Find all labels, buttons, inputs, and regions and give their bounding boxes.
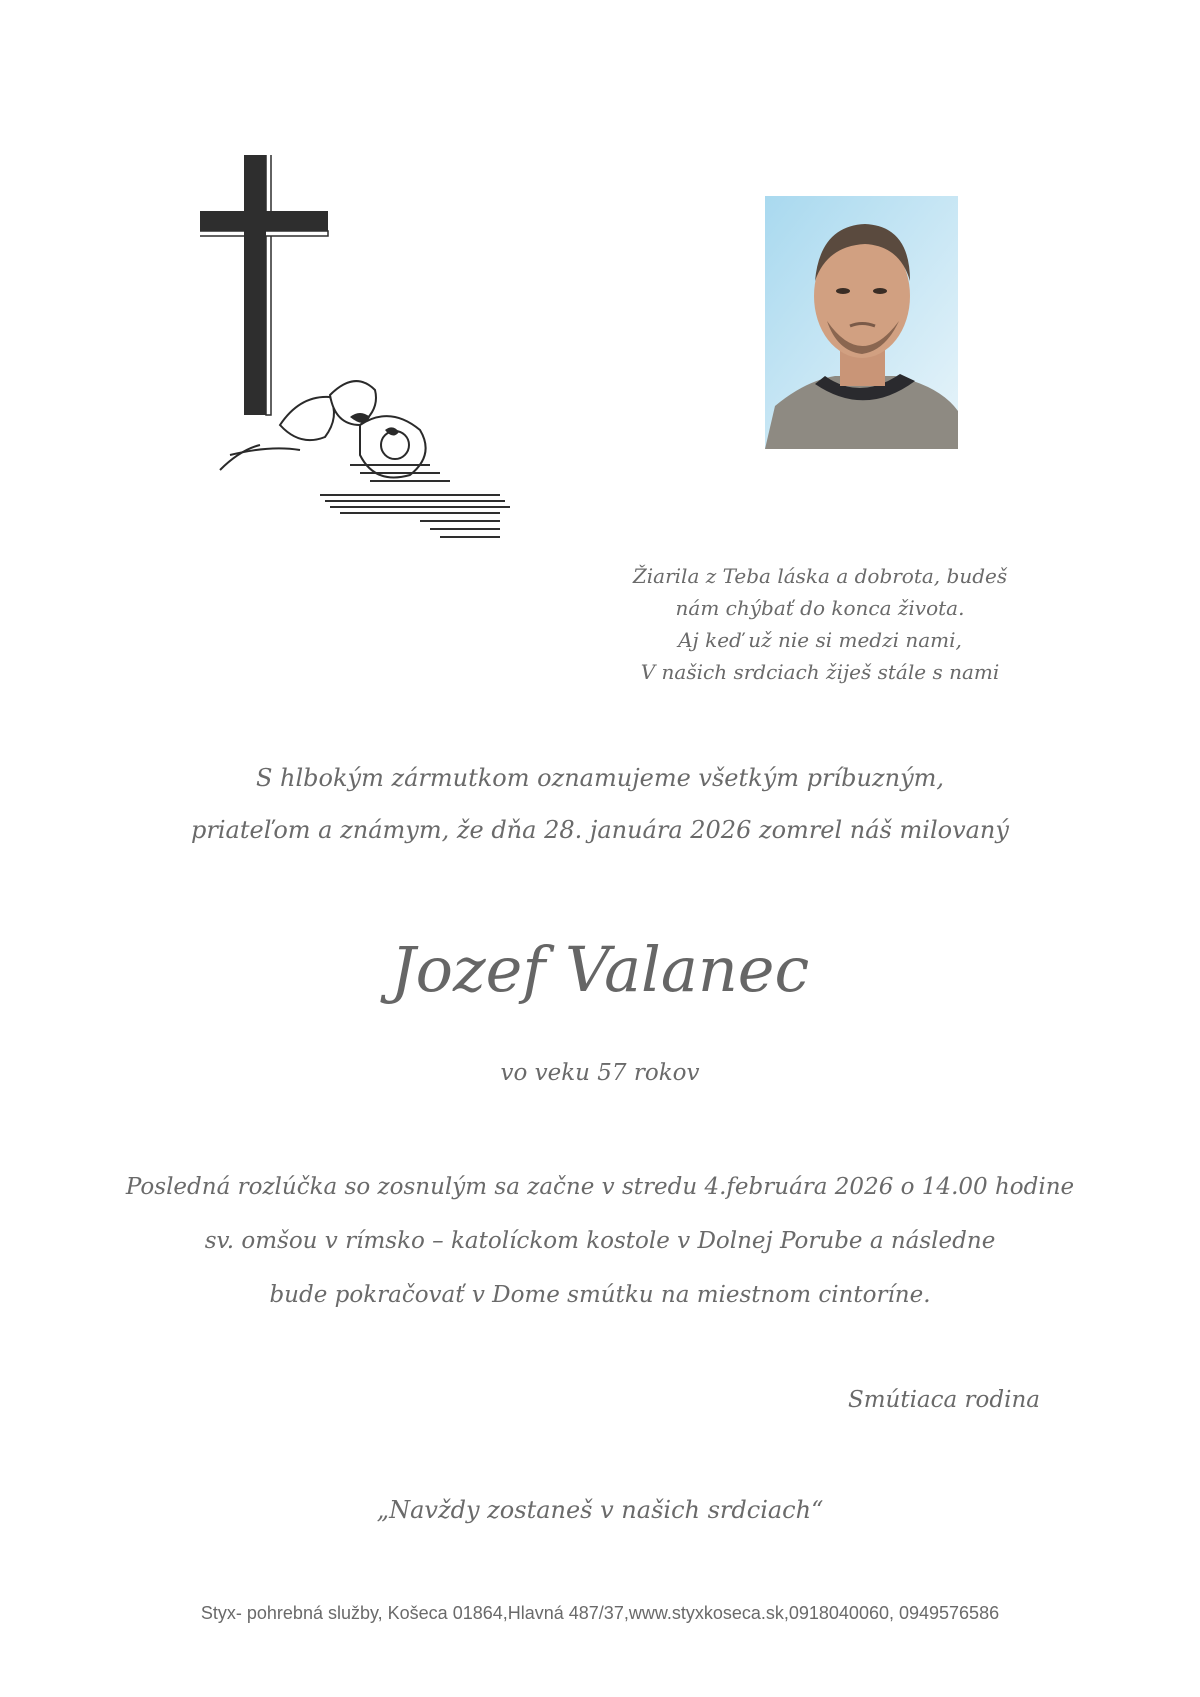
portrait-photo: [765, 196, 958, 449]
funeral-line: Posledná rozlúčka so zosnulým sa začne v stredu 4.februára 2026 o 14.00 hodine: [125, 1174, 1075, 1200]
deceased-name: Jozef Valanec: [390, 933, 810, 1006]
deceased-age: vo veku 57 rokov: [500, 1060, 700, 1086]
family-signature: Smútiaca rodina: [847, 1387, 1040, 1413]
funeral-details: [80, 1160, 1120, 1322]
poem-line: V našich srdciach žiješ stále s nami: [640, 660, 1000, 684]
funeral-line: sv. omšou v rímsko – katolíckom kostole v Dolnej Porube a následne: [204, 1228, 996, 1254]
poem-line: nám chýbať do konca života.: [675, 596, 965, 620]
funeral-line: bude pokračovať v Dome smútku na miestnom cintoríne.: [269, 1282, 931, 1308]
poem-line: Aj keď už nie si medzi nami,: [678, 628, 962, 652]
memorial-motto: „Navždy zostaneš v našich srdciach“: [376, 1496, 824, 1524]
funeral-service-footer: Styx- pohrebná služby, Košeca 01864,Hlavná 487/37,www.styxkoseca.sk,0918040060, 0949576586: [200, 1603, 1000, 1623]
poem-line: Žiarila z Teba láska a dobrota, budeš: [632, 564, 1008, 588]
announcement-line: priateľom a známym, že dňa 28. januára 2026 zomrel náš milovaný: [191, 816, 1009, 844]
cross-with-roses-icon: [200, 155, 540, 595]
death-announcement: [150, 752, 1050, 856]
poem-verse: [600, 560, 1040, 688]
announcement-line: S hlbokým zármutkom oznamujeme všetkým príbuzným,: [255, 764, 945, 792]
